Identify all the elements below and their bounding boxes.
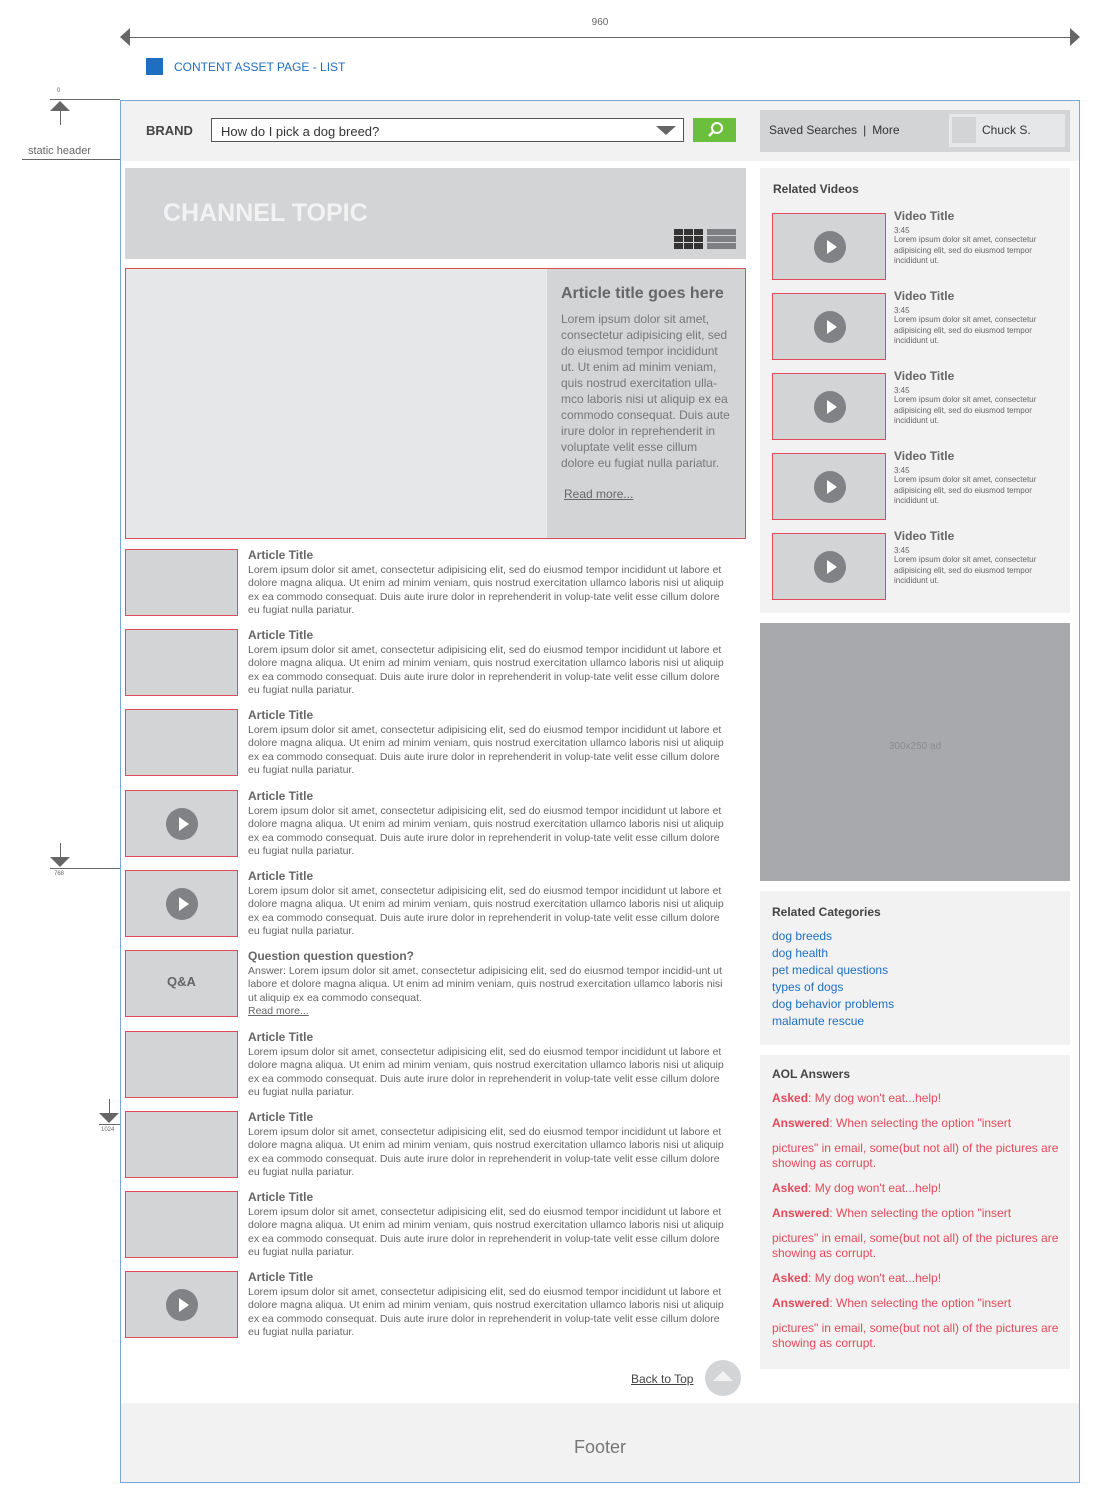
answer-text: : My dog won't eat...help! [808, 1181, 942, 1195]
ruler-label-768: 768 [54, 871, 65, 877]
related-categories-panel [760, 891, 1070, 1045]
article-list-item[interactable] [125, 790, 745, 860]
play-icon[interactable] [814, 231, 846, 268]
related-categories-list [772, 928, 894, 1030]
video-duration: 3:45 [894, 226, 910, 235]
static-header-line [22, 159, 120, 160]
featured-article[interactable] [125, 268, 746, 539]
site-header [121, 101, 1079, 161]
chevron-down-icon[interactable] [656, 126, 676, 135]
video-duration: 3:45 [894, 466, 910, 475]
video-thumbnail[interactable] [125, 870, 238, 937]
video-description: Lorem ipsum dolor sit amet, consectetur adipisicing elit, sed do eiusmod tempor incididunt ut. [894, 315, 1037, 345]
video-title[interactable]: Video Title [894, 529, 955, 543]
ruler-down-arrow-768-icon [50, 857, 70, 867]
video-title[interactable]: Video Title [894, 449, 955, 463]
answer-item-answered[interactable] [772, 1296, 1062, 1311]
video-text [894, 209, 1062, 267]
video-title[interactable]: Video Title [894, 369, 955, 383]
article-title[interactable]: Article Title [248, 1190, 314, 1204]
page-legend [146, 58, 345, 75]
article-text [248, 789, 728, 859]
answer-item-plain[interactable] [772, 1141, 1062, 1171]
category-link[interactable]: types of dogs [772, 980, 844, 994]
category-link[interactable]: pet medical questions [772, 963, 889, 977]
list-view-icon[interactable] [707, 229, 736, 249]
video-description: Lorem ipsum dolor sit amet, consectetur adipisicing elit, sed do eiusmod tempor incididunt ut. [894, 235, 1037, 265]
article-text [248, 949, 728, 1017]
video-thumbnail[interactable] [125, 1271, 238, 1338]
answer-text: pictures" in email, some(but not all) of the pictures are showing as corrupt. [772, 1231, 1059, 1260]
user-bar [760, 110, 1070, 152]
article-body: Answer: Lorem ipsum dolor sit amet, consectetur adipisicing elit, sed do eiusmod tempor incidid-unt ut labore et dolore magna aliqua. Ut enim ad minim veniam, quis nostrud exercitation ullamco laboris nisi ut aliquip ex ea commodo consequat. [248, 965, 723, 1004]
static-header-label: static header [28, 145, 91, 157]
ad-slot[interactable] [760, 623, 1070, 881]
avatar [952, 117, 976, 143]
video-thumbnail[interactable] [772, 373, 886, 440]
footer-label: Footer [573, 1437, 627, 1457]
answered-label: Answered [772, 1296, 830, 1310]
video-thumbnail[interactable] [125, 790, 238, 857]
play-icon[interactable] [814, 391, 846, 428]
saved-searches-link[interactable]: Saved Searches [769, 123, 858, 137]
featured-article-summary [547, 269, 745, 538]
ruler-tick-768 [60, 843, 61, 857]
user-menu[interactable] [949, 114, 1065, 147]
article-list-item[interactable] [125, 870, 745, 940]
article-list-item[interactable] [125, 1271, 745, 1341]
link-separator: | [863, 123, 867, 137]
video-text [894, 289, 1062, 347]
video-duration: 3:45 [894, 306, 910, 315]
article-title[interactable]: Article Title [248, 789, 314, 803]
channel-banner [125, 168, 746, 259]
play-icon[interactable] [814, 551, 846, 588]
play-icon[interactable] [814, 311, 846, 348]
article-list-item[interactable] [125, 549, 745, 619]
answer-text: : When selecting the option "insert [829, 1116, 1012, 1130]
ruler-line-0 [50, 99, 120, 100]
image-thumbnail[interactable] [125, 1191, 238, 1258]
article-text [248, 1110, 728, 1180]
image-thumbnail[interactable] [125, 709, 238, 776]
category-link[interactable]: malamute rescue [772, 1014, 865, 1028]
article-text [248, 1190, 728, 1260]
article-title[interactable]: Article Title [248, 1110, 314, 1124]
answer-item-asked[interactable] [772, 1181, 1062, 1196]
asked-label: Asked [772, 1091, 809, 1105]
article-body: Lorem ipsum dolor sit amet, consectetur adipisicing elit, sed do eiusmod tempor incididunt ut labore et dolore magna aliqua. Ut enim ad minim veniam, quis nostrud exercitation ullamco laboris nisi ut aliquip ex ea commodo consequat. Duis aute irure dolor in reprehenderit in volup-tate velit esse cillum dolore eu fugiat nulla pariatur. [248, 644, 724, 697]
video-thumbnail[interactable] [772, 453, 886, 520]
qa-thumbnail[interactable] [125, 950, 238, 1017]
grid-view-icon[interactable] [674, 229, 703, 249]
aol-answers-title: AOL Answers [772, 1067, 851, 1081]
ruler-line-1024 [99, 1124, 120, 1125]
related-videos-title: Related Videos [773, 182, 859, 196]
article-title[interactable]: Article Title [248, 628, 314, 642]
article-text [248, 708, 728, 778]
video-thumbnail[interactable] [772, 213, 886, 280]
video-description: Lorem ipsum dolor sit amet, consectetur adipisicing elit, sed do eiusmod tempor incididunt ut. [894, 555, 1037, 585]
video-title[interactable]: Video Title [894, 209, 955, 223]
video-description: Lorem ipsum dolor sit amet, consectetur adipisicing elit, sed do eiusmod tempor incididunt ut. [894, 395, 1037, 425]
article-list-item[interactable] [125, 1191, 745, 1261]
brand-logo[interactable]: BRAND [146, 123, 193, 138]
article-title[interactable]: Question question question? [248, 949, 414, 963]
answer-item-plain[interactable] [772, 1231, 1062, 1261]
page-title: CONTENT ASSET PAGE - LIST [174, 59, 346, 74]
article-body: Lorem ipsum dolor sit amet, consectetur adipisicing elit, sed do eiusmod tempor incididunt ut labore et dolore magna aliqua. Ut enim ad minim veniam, quis nostrud exercitation ullamco laboris nisi ut aliquip ex ea commodo consequat. Duis aute irure dolor in reprehenderit in volup-tate velit esse cillum dolore eu fugiat nulla pariatur. [248, 724, 724, 777]
image-thumbnail[interactable] [125, 549, 238, 616]
answer-item-asked[interactable] [772, 1271, 1062, 1286]
asked-label: Asked [772, 1181, 809, 1195]
play-icon[interactable] [166, 888, 198, 925]
category-link[interactable]: dog breeds [772, 929, 833, 943]
ruler-tick-1024 [109, 1099, 110, 1113]
read-more-link[interactable]: Read more... [248, 1005, 309, 1018]
video-title[interactable]: Video Title [894, 289, 955, 303]
ruler-label-1024: 1024 [101, 1127, 115, 1133]
article-list-item[interactable] [125, 1111, 745, 1181]
related-video-item[interactable] [772, 529, 1062, 603]
article-title[interactable]: Article Title [248, 1030, 314, 1044]
article-text [248, 628, 728, 698]
page-frame [120, 100, 1080, 1483]
related-videos-panel [760, 168, 1070, 613]
featured-article-title[interactable]: Article title goes here [561, 285, 724, 302]
article-body: Lorem ipsum dolor sit amet, consectetur adipisicing elit, sed do eiusmod tempor incididunt ut labore et dolore magna aliqua. Ut enim ad minim veniam, quis nostrud exercitation ullamco laboris nisi ut aliquip ex ea commodo consequat. Duis aute irure dolor in reprehenderit in volup-tate velit esse cillum dolore eu fugiat nulla pariatur. [248, 885, 724, 938]
answer-text: : My dog won't eat...help! [808, 1091, 942, 1105]
answer-item-plain[interactable] [772, 1321, 1062, 1351]
related-video-item[interactable] [772, 369, 1062, 443]
category-link[interactable]: dog health [772, 946, 829, 960]
back-to-top-button[interactable] [705, 1360, 741, 1396]
answer-text: : When selecting the option "insert [829, 1296, 1012, 1310]
video-text [894, 449, 1062, 507]
image-thumbnail[interactable] [125, 1031, 238, 1098]
article-text [248, 1030, 728, 1100]
legend-swatch [146, 58, 163, 75]
arrow-right-icon [1070, 28, 1080, 46]
arrow-up-icon [713, 1371, 733, 1381]
video-description: Lorem ipsum dolor sit amet, consectetur adipisicing elit, sed do eiusmod tempor incididunt ut. [894, 475, 1037, 505]
ruler-label-0: 0 [57, 88, 61, 94]
asked-label: Asked [772, 1271, 809, 1285]
featured-article-body: Lorem ipsum dolor sit amet, consectetur adipisicing elit, sed do eiusmod tempor incididunt ut. Ut enim ad minim veniam, quis nostrud exercitation ulla-mco laboris nisi ut aliquip ex ea commodo consequat. Duis aute irure dolor in reprehenderit in voluptate velit esse cillum dolore eu fugiat nulla pariatur. [561, 312, 730, 470]
aol-answers-panel [760, 1055, 1070, 1369]
video-duration: 3:45 [894, 546, 910, 555]
qa-list-item[interactable] [125, 950, 745, 1020]
article-text [248, 869, 728, 939]
article-body: Lorem ipsum dolor sit amet, consectetur adipisicing elit, sed do eiusmod tempor incididunt ut labore et dolore magna aliqua. Ut enim ad minim veniam, quis nostrud exercitation ullamco laboris nisi ut aliquip ex ea commodo consequat. Duis aute irure dolor in reprehenderit in volup-tate velit esse cillum dolore eu fugiat nulla pariatur. [248, 564, 724, 617]
article-list-item[interactable] [125, 1031, 745, 1101]
ruler-line-768 [50, 868, 120, 869]
related-video-item[interactable] [772, 209, 1062, 283]
read-more-link[interactable]: Read more... [564, 487, 634, 501]
answer-text: pictures" in email, some(but not all) of the pictures are showing as corrupt. [772, 1141, 1059, 1170]
search-button[interactable] [693, 118, 736, 142]
ruler-down-arrow-1024-icon [99, 1113, 119, 1123]
user-name: Chuck S. [982, 123, 1031, 137]
answered-label: Answered [772, 1116, 830, 1130]
play-icon[interactable] [166, 808, 198, 845]
video-text [894, 369, 1062, 427]
article-list-item[interactable] [125, 709, 745, 779]
ruler-tick-0 [60, 110, 61, 125]
ad-label: 300x250 ad [888, 741, 942, 752]
answer-item-answered[interactable] [772, 1206, 1062, 1221]
back-to-top-link[interactable]: Back to Top [631, 1372, 694, 1386]
article-body: Lorem ipsum dolor sit amet, consectetur adipisicing elit, sed do eiusmod tempor incididunt ut labore et dolore magna aliqua. Ut enim ad minim veniam, quis nostrud exercitation ullamco laboris nisi ut aliquip ex ea commodo consequat. Duis aute irure dolor in reprehenderit in volup-tate velit esse cillum dolore eu fugiat nulla pariatur. [248, 805, 724, 858]
article-body: Lorem ipsum dolor sit amet, consectetur adipisicing elit, sed do eiusmod tempor incididunt ut labore et dolore magna aliqua. Ut enim ad minim veniam, quis nostrud exercitation ullamco laboris nisi ut aliquip ex ea commodo consequat. Duis aute irure dolor in reprehenderit in volup-tate velit esse cillum dolore eu fugiat nulla pariatur. [248, 1046, 724, 1099]
more-link[interactable]: More [872, 123, 900, 137]
answer-text: : My dog won't eat...help! [808, 1271, 942, 1285]
footer [121, 1403, 1079, 1482]
channel-title: CHANNEL TOPIC [163, 199, 368, 227]
answer-item-asked[interactable] [772, 1091, 1062, 1106]
related-video-item[interactable] [772, 449, 1062, 523]
answer-item-answered[interactable] [772, 1116, 1062, 1131]
search-input-value: How do I pick a dog breed? [221, 124, 380, 139]
user-links [769, 123, 900, 137]
article-body: Lorem ipsum dolor sit amet, consectetur adipisicing elit, sed do eiusmod tempor incididunt ut labore et dolore magna aliqua. Ut enim ad minim veniam, quis nostrud exercitation ullamco laboris nisi ut aliquip ex ea commodo consequat. Duis aute irure dolor in reprehenderit in volup-tate velit esse cillum dolore eu fugiat nulla pariatur. [248, 1126, 724, 1179]
answer-text: pictures" in email, some(but not all) of the pictures are showing as corrupt. [772, 1321, 1059, 1350]
width-dimension-line [124, 37, 1074, 38]
image-thumbnail[interactable] [125, 629, 238, 696]
play-icon[interactable] [814, 471, 846, 508]
arrow-left-icon [120, 28, 130, 46]
category-link[interactable]: dog behavior problems [772, 997, 895, 1011]
related-categories-title: Related Categories [772, 905, 881, 919]
image-thumbnail[interactable] [125, 1111, 238, 1178]
answer-text: : When selecting the option "insert [829, 1206, 1012, 1220]
article-title[interactable]: Article Title [248, 548, 314, 562]
video-thumbnail[interactable] [772, 533, 886, 600]
video-text [894, 529, 1062, 587]
article-text [248, 548, 728, 618]
article-text [248, 1270, 728, 1340]
answered-label: Answered [772, 1206, 830, 1220]
video-thumbnail[interactable] [772, 293, 886, 360]
related-video-item[interactable] [772, 289, 1062, 363]
article-title[interactable]: Article Title [248, 708, 314, 722]
article-title[interactable]: Article Title [248, 869, 314, 883]
article-list-item[interactable] [125, 629, 745, 699]
qa-thumb-label: Q&A [167, 974, 196, 989]
play-icon[interactable] [166, 1289, 198, 1326]
article-body: Lorem ipsum dolor sit amet, consectetur adipisicing elit, sed do eiusmod tempor incididunt ut labore et dolore magna aliqua. Ut enim ad minim veniam, quis nostrud exercitation ullamco laboris nisi ut aliquip ex ea commodo consequat. Duis aute irure dolor in reprehenderit in volup-tate velit esse cillum dolore eu fugiat nulla pariatur. [248, 1286, 724, 1339]
article-body: Lorem ipsum dolor sit amet, consectetur adipisicing elit, sed do eiusmod tempor incididunt ut labore et dolore magna aliqua. Ut enim ad minim veniam, quis nostrud exercitation ullamco laboris nisi ut aliquip ex ea commodo consequat. Duis aute irure dolor in reprehenderit in volup-tate velit esse cillum dolore eu fugiat nulla pariatur. [248, 1206, 724, 1259]
search-input[interactable] [211, 118, 684, 142]
video-duration: 3:45 [894, 386, 910, 395]
search-icon [693, 118, 736, 142]
width-dimension-label: 960 [591, 17, 609, 28]
article-title[interactable]: Article Title [248, 1270, 314, 1284]
